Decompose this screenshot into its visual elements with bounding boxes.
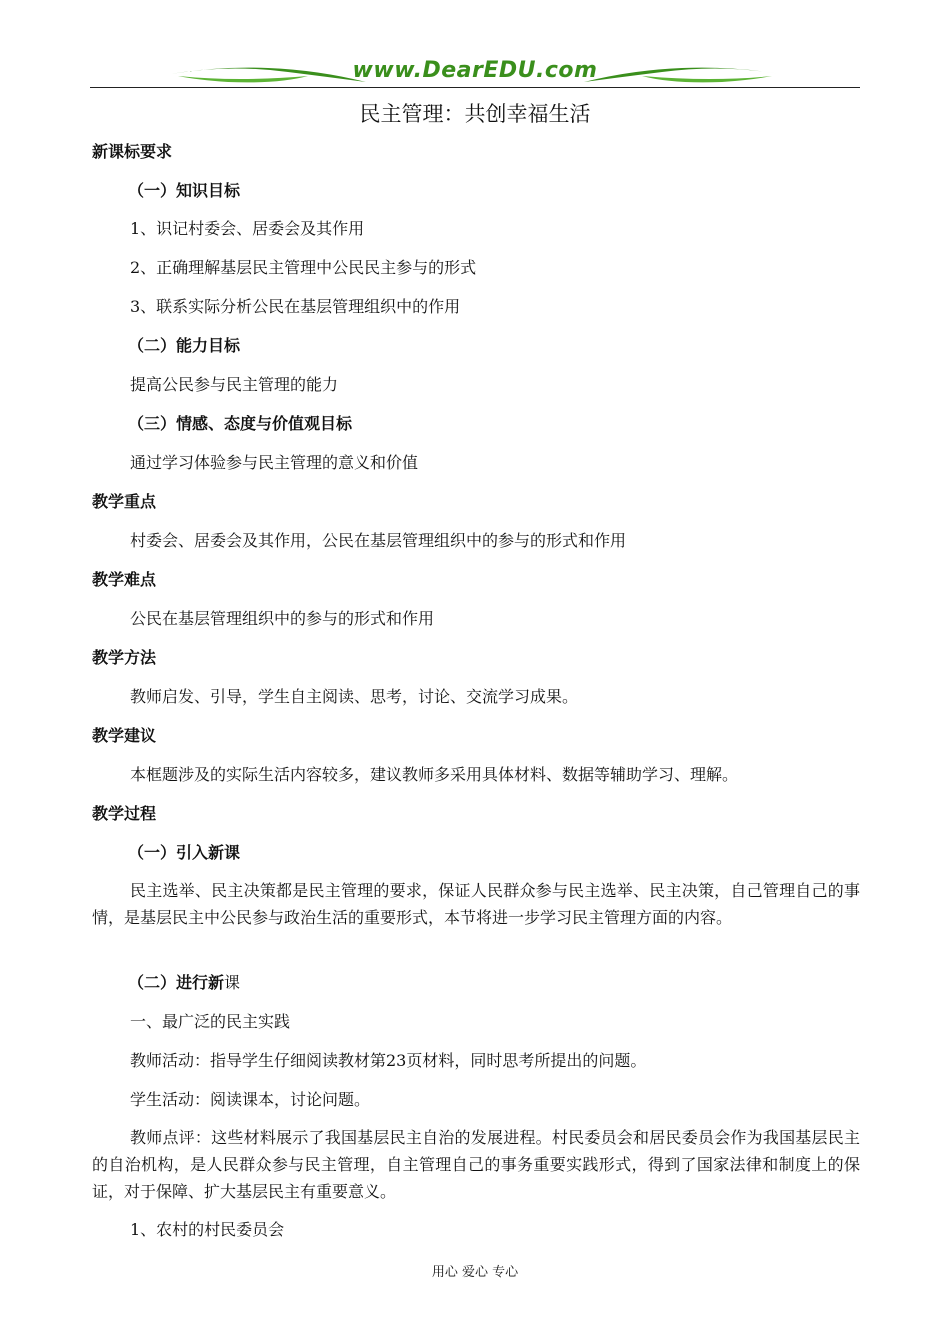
knowledge-goal-1: 1、识记村委会、居委会及其作用 — [130, 219, 365, 238]
page-footer: 用心 爱心 专心 — [431, 1265, 519, 1280]
subheading-new-lesson-bold: （二）进行新 — [128, 973, 225, 992]
subheading-new-lesson-tail: 课 — [224, 973, 241, 992]
teaching-suggestion-text: 本框题涉及的实际生活内容较多，建议教师多采用具体材料、数据等辅助学习、理解。 — [130, 765, 739, 784]
subheading-new-lesson — [128, 973, 240, 993]
heading-curriculum-requirements: 新课标要求 — [92, 142, 173, 161]
knowledge-goal-3: 3、联系实际分析公民在基层管理组织中的作用 — [130, 297, 461, 316]
knowledge-goal-2: 2、正确理解基层民主管理中公民民主参与的形式 — [130, 258, 477, 277]
subheading-knowledge-goals: （一）知识目标 — [128, 181, 241, 200]
introduction-paragraph: 民主选举、民主决策都是民主管理的要求，保证人民群众参与民主选举、民主决策，自己管理自己的事情，是基层民主中公民参与政治生活的重要形式，本节将进一步学习民主管理方面的内容。 — [92, 881, 860, 927]
village-committee-item: 1、农村的村民委员会 — [130, 1220, 285, 1239]
subheading-ability-goals: （二）能力目标 — [128, 336, 241, 355]
site-logo-text: www.DearEDU.com — [352, 58, 598, 83]
subheading-introduce-lesson: （一）引入新课 — [128, 843, 241, 862]
heading-teaching-method: 教学方法 — [92, 648, 157, 667]
heading-teaching-suggestion: 教学建议 — [92, 726, 157, 745]
teacher-comment-paragraph: 教师点评：这些材料展示了我国基层民主自治的发展进程。村民委员会和居民委员会作为我国基层民主的自治机构，是人民群众参与民主管理，自主管理自己的事务重要实践形式，得到了国家法律和制度上的保证，对于保障、扩大基层民主有重要意义。 — [92, 1128, 860, 1201]
heading-teaching-process: 教学过程 — [92, 804, 157, 823]
ability-goal: 提高公民参与民主管理的能力 — [130, 375, 339, 394]
teacher-activity: 教师活动：指导学生仔细阅读教材第23页材料，同时思考所提出的问题。 — [130, 1051, 647, 1070]
heading-teaching-difficulty: 教学难点 — [92, 570, 157, 589]
teaching-method-text: 教师启发、引导，学生自主阅读、思考，讨论、交流学习成果。 — [130, 687, 579, 706]
teaching-difficulty-text: 公民在基层管理组织中的参与的形式和作用 — [130, 609, 435, 628]
teaching-focus-text: 村委会、居委会及其作用，公民在基层管理组织中的参与的形式和作用 — [130, 531, 627, 550]
heading-teaching-focus: 教学重点 — [92, 492, 157, 511]
document-title: 民主管理：共创幸福生活 — [359, 102, 591, 126]
values-goal: 通过学习体验参与民主管理的意义和价值 — [130, 453, 419, 472]
subheading-values-goals: （三）情感、态度与价值观目标 — [128, 414, 353, 433]
lesson-section-1-title: 一、最广泛的民主实践 — [130, 1012, 291, 1031]
page-header — [90, 56, 860, 96]
header-rule — [90, 87, 860, 88]
student-activity: 学生活动：阅读课本，讨论问题。 — [130, 1090, 371, 1109]
